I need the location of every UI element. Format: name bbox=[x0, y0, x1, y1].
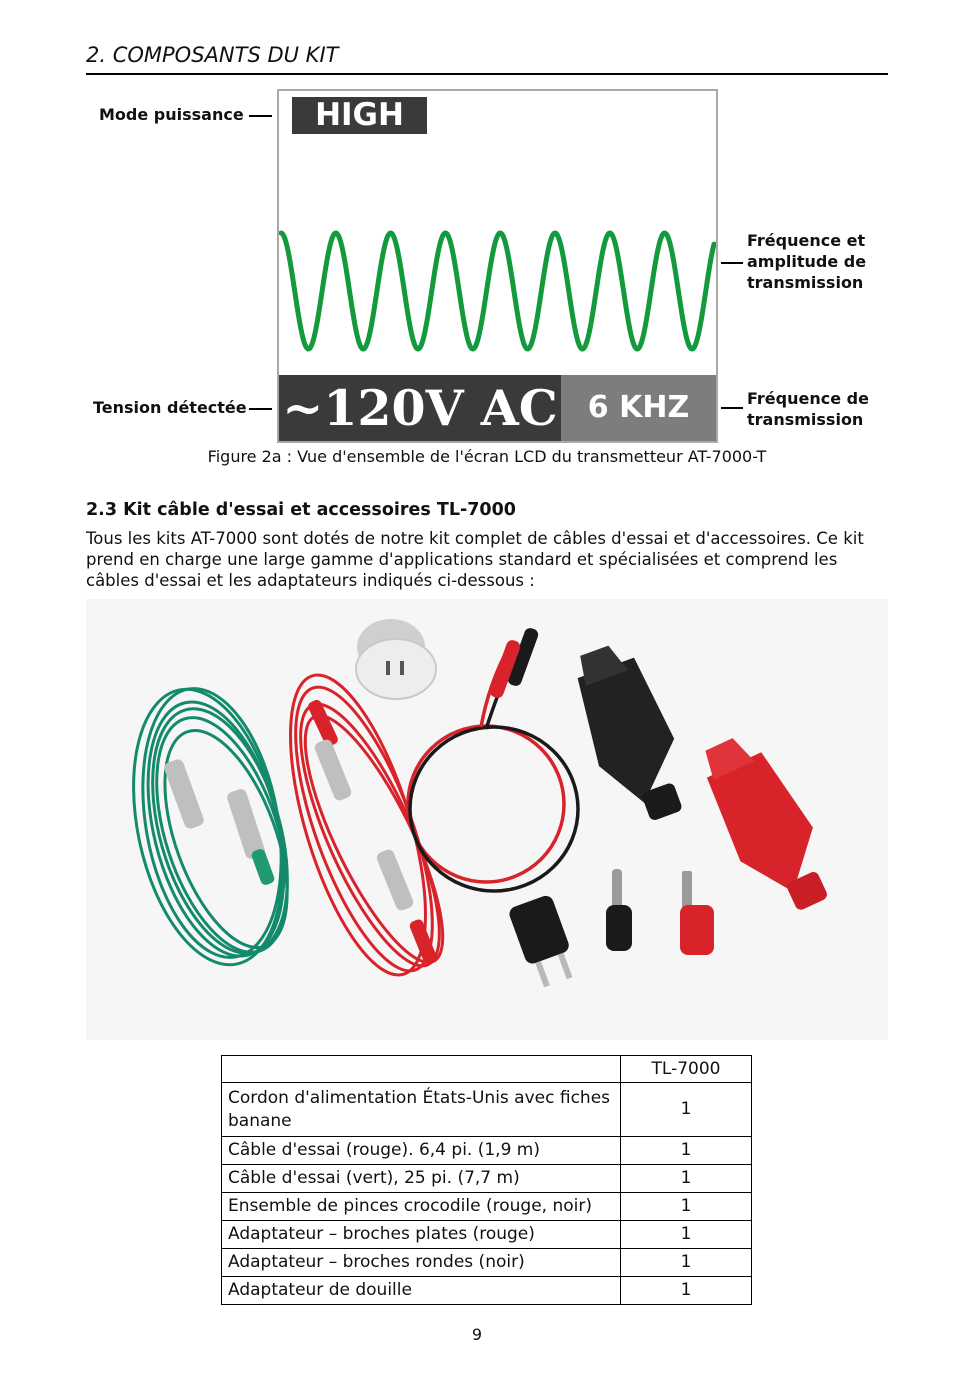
kit-illustration bbox=[86, 599, 888, 1040]
callout-freq-amp-line-1: Fréquence et bbox=[747, 231, 866, 250]
table-row bbox=[222, 1137, 752, 1165]
green-lead-plug bbox=[250, 848, 275, 887]
table-row bbox=[222, 1083, 752, 1137]
callout-power-mode-line bbox=[249, 115, 272, 117]
red-alligator-clip bbox=[692, 723, 843, 924]
table-cell-item: Câble d'essai (rouge). 6,4 pi. (1,9 m) bbox=[222, 1137, 621, 1165]
callout-freq-amp bbox=[747, 230, 866, 293]
figure-caption: Figure 2a : Vue d'ensemble de l'écran LCD du transmetteur AT-7000-T bbox=[207, 447, 767, 466]
callout-freq-line bbox=[721, 407, 743, 409]
table-cell-qty: 1 bbox=[621, 1277, 752, 1305]
table-cell-qty: 1 bbox=[621, 1137, 752, 1165]
table-row bbox=[222, 1193, 752, 1221]
table-cell-item: Câble d'essai (vert), 25 pi. (7,7 m) bbox=[222, 1165, 621, 1193]
red-lead-grip-1 bbox=[313, 738, 353, 802]
us-power-plug bbox=[507, 894, 580, 991]
round-pin-adapter bbox=[606, 869, 632, 951]
green-test-lead bbox=[110, 676, 313, 979]
table-cell-item bbox=[222, 1083, 621, 1137]
kit-photo bbox=[86, 599, 888, 1040]
table-row bbox=[222, 1249, 752, 1277]
callout-freq-amp-line-2: amplitude de bbox=[747, 252, 867, 271]
table-cell-qty: 1 bbox=[621, 1165, 752, 1193]
table-cell-qty: 1 bbox=[621, 1193, 752, 1221]
intro-line-1: Tous les kits AT-7000 sont dotés de notre kit complet de câbles d'essai et d'accessoires. Ce kit bbox=[86, 529, 864, 548]
callout-voltage-line bbox=[249, 408, 272, 410]
callout-freq-line-2: transmission bbox=[747, 410, 864, 429]
callout-voltage: Tension détectée bbox=[93, 398, 247, 417]
section-2-3-title: 2.3 Kit câble d'essai et accessoires TL-7000 bbox=[86, 500, 516, 520]
section-header bbox=[86, 42, 888, 75]
table-cell-item: Adaptateur de douille bbox=[222, 1277, 621, 1305]
table-row bbox=[222, 1221, 752, 1249]
table-row bbox=[222, 1277, 752, 1305]
lcd-screen bbox=[277, 89, 718, 443]
black-alligator-clip bbox=[561, 635, 698, 832]
socket-adapter bbox=[356, 619, 436, 699]
intro-line-2: prend en charge une large gamme d'applications standard et spécialisées et comprend les bbox=[86, 550, 838, 569]
table-cell-qty: 1 bbox=[621, 1249, 752, 1277]
callout-freq-amp-line-3: transmission bbox=[747, 273, 864, 292]
flat-pin-adapter bbox=[680, 871, 714, 955]
table-row bbox=[222, 1165, 752, 1193]
table-cell-item: Adaptateur – broches plates (rouge) bbox=[222, 1221, 621, 1249]
callout-freq bbox=[747, 388, 869, 430]
section-2-3-intro bbox=[86, 528, 888, 591]
sine-wave bbox=[281, 233, 714, 349]
table-cell-item-line-2: banane bbox=[228, 1110, 292, 1131]
kit-table bbox=[221, 1055, 752, 1305]
red-test-lead bbox=[263, 661, 468, 990]
power-mode-indicator: HIGH bbox=[292, 97, 427, 134]
table-cell-qty: 1 bbox=[621, 1221, 752, 1249]
table-cell-item: Ensemble de pinces crocodile (rouge, noir) bbox=[222, 1193, 621, 1221]
table-header-item bbox=[222, 1056, 621, 1083]
table-cell-qty: 1 bbox=[621, 1083, 752, 1137]
table-header-model: TL-7000 bbox=[621, 1056, 752, 1083]
callout-freq-line-1: Fréquence de bbox=[747, 389, 869, 408]
frequency-readout: 6 KHZ bbox=[561, 375, 716, 441]
voltage-readout: ~120V AC bbox=[279, 375, 561, 441]
table-header-row bbox=[222, 1056, 752, 1083]
page-number: 9 bbox=[471, 1325, 483, 1344]
table-cell-item-line-1: Cordon d'alimentation États-Unis avec fiches bbox=[228, 1087, 611, 1108]
callout-power-mode: Mode puissance bbox=[99, 105, 244, 124]
red-lead-grip-2 bbox=[375, 848, 415, 912]
section-title: 2. COMPOSANTS DU KIT bbox=[86, 43, 339, 67]
table-cell-item: Adaptateur – broches rondes (noir) bbox=[222, 1249, 621, 1277]
callout-freq-amp-line bbox=[721, 262, 743, 264]
intro-line-3: câbles d'essai et les adaptateurs indiqués ci-dessous : bbox=[86, 571, 535, 590]
